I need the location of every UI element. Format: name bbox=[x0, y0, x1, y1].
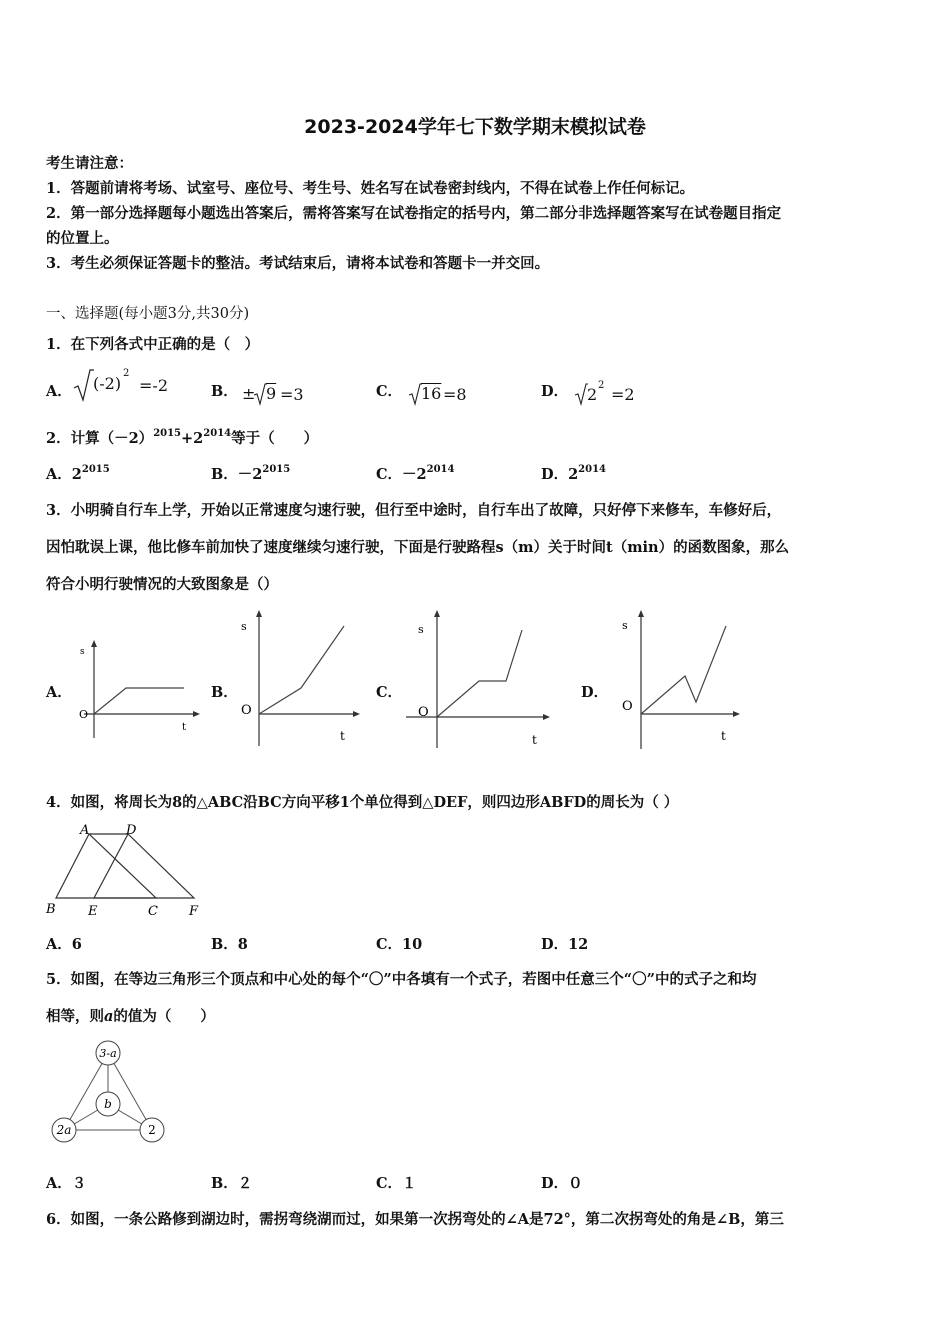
q6-stem: 6．如图，一条公路修到湖边时，需拐弯绕湖而过，如果第一次拐弯处的∠A是72°，第二次拐弯处的角是∠B，第三 bbox=[46, 1211, 784, 1228]
q5-node-top-label: 3-a bbox=[99, 1047, 117, 1060]
q3-a-axis-s: s bbox=[80, 647, 85, 657]
q3-b-axis-t: t bbox=[340, 729, 345, 743]
q2-option-c-base: －2 bbox=[402, 466, 427, 483]
notice-item-1: 1．答题前请将考场、试室号、座位号、考生号、姓名写在试卷密封线内，不得在试卷上作任何标记。 bbox=[46, 180, 695, 197]
q4-triangle-abc bbox=[56, 834, 156, 898]
q1-d-radical-icon bbox=[574, 382, 588, 406]
page-title: 2023-2024学年七下数学期末模拟试卷 bbox=[304, 116, 646, 138]
q1-label-a: A． bbox=[46, 383, 72, 400]
q2-option-a bbox=[46, 463, 110, 484]
q3-label-d: D． bbox=[581, 684, 609, 701]
q3-a-axis-t: t bbox=[182, 722, 187, 733]
q4-point-c: C bbox=[148, 904, 158, 919]
q5-node-left-label: 2a bbox=[56, 1123, 72, 1137]
q5-node-right-label: 2 bbox=[148, 1123, 156, 1137]
q3-b-axis-s: s bbox=[241, 620, 247, 633]
q5-stem-part-b: 的值为（ ） bbox=[113, 1008, 215, 1025]
q4-stem: 4．如图，将周长为8的△ABC沿BC方向平移1个单位得到△DEF，则四边形ABFD的周长为（ ） bbox=[46, 794, 679, 811]
q1-b-radical-icon bbox=[253, 382, 267, 406]
q2-option-d-exp: 2014 bbox=[578, 464, 607, 475]
q4-point-e: E bbox=[88, 904, 98, 919]
q3-stem-line-3: 符合小明行驶情况的大致图象是（） bbox=[46, 576, 278, 593]
q2-option-d bbox=[541, 463, 606, 484]
q4-option-c: C．10 bbox=[376, 936, 423, 953]
q1-a-radical-icon bbox=[72, 368, 94, 404]
q2-option-b-label: B． bbox=[211, 466, 238, 483]
q5-node-center-label: b bbox=[104, 1097, 112, 1111]
q3-label-b: B． bbox=[211, 684, 238, 701]
q3-graph-c bbox=[406, 606, 556, 752]
q3-d-origin: O bbox=[622, 699, 633, 714]
q4-point-d: D bbox=[126, 823, 137, 838]
q2-stem-part-b: +2 bbox=[181, 430, 204, 447]
q1-a-inner: (-2) bbox=[93, 374, 122, 393]
q2-stem bbox=[46, 427, 318, 448]
q1-stem: 1．在下列各式中正确的是（ ） bbox=[46, 336, 260, 353]
q2-option-c-exp: 2014 bbox=[426, 464, 455, 475]
q5-var-a: a bbox=[104, 1008, 114, 1025]
q3-c-axis-s: s bbox=[418, 623, 424, 636]
q5-stem-line-2 bbox=[46, 1005, 215, 1026]
q1-label-c: C． bbox=[376, 383, 403, 400]
q1-d-exp: 2 bbox=[598, 380, 605, 391]
q1-c-radical-icon bbox=[408, 382, 422, 406]
q3-stem-line-2: 因怕耽误上课，他比修车前加快了速度继续匀速行驶，下面是行驶路程s（m）关于时间t（min）的函数图象，那么 bbox=[46, 539, 790, 556]
q1-d-rhs: =2 bbox=[611, 385, 635, 404]
q3-label-c: C． bbox=[376, 684, 403, 701]
q2-option-d-base: 2 bbox=[568, 466, 579, 483]
q5-stem-line-1: 5．如图，在等边三角形三个顶点和中心处的每个“〇”中各填有一个式子，若图中任意三个“〇”中的式子之和均 bbox=[46, 971, 757, 988]
q1-c-rhs: =8 bbox=[443, 385, 467, 404]
q2-exp1: 2015 bbox=[153, 428, 182, 439]
q1-b-rhs: =3 bbox=[280, 385, 304, 404]
q3-c-axis-t: t bbox=[532, 733, 537, 747]
q2-option-b bbox=[211, 463, 290, 484]
q2-option-a-base: 2 bbox=[71, 466, 82, 483]
q5-option-a: A．３ bbox=[46, 1175, 87, 1192]
q3-c-origin: O bbox=[418, 705, 429, 720]
q1-b-pm: ± bbox=[242, 384, 256, 403]
section-heading: 一、选择题(每小题3分,共30分) bbox=[46, 306, 250, 322]
q4-point-a: A bbox=[80, 823, 90, 838]
notice-heading: 考生请注意： bbox=[46, 155, 133, 172]
q4-option-b: B．8 bbox=[211, 936, 248, 953]
q1-label-d: D． bbox=[541, 383, 569, 400]
q1-a-exp: 2 bbox=[123, 368, 130, 379]
q4-figure bbox=[44, 820, 214, 920]
q2-exp2: 2014 bbox=[203, 428, 232, 439]
q5-stem-part-a: 相等，则 bbox=[46, 1008, 104, 1025]
q4-option-d: D．12 bbox=[541, 936, 589, 953]
q1-a-rhs: =-2 bbox=[139, 376, 168, 395]
q3-d-axis-t: t bbox=[721, 729, 726, 743]
q4-option-a: A．6 bbox=[46, 936, 82, 953]
q2-stem-part-c: 等于（ ） bbox=[231, 430, 319, 447]
q3-d-axis-s: s bbox=[622, 619, 628, 632]
q3-graph-b bbox=[236, 606, 366, 752]
q3-b-origin: O bbox=[241, 703, 252, 718]
q4-point-f: F bbox=[189, 904, 199, 919]
q1-label-b: B． bbox=[211, 383, 238, 400]
q3-graph-d bbox=[616, 606, 746, 752]
q1-b-rad: 9 bbox=[266, 384, 277, 403]
notice-item-2-cont: 的位置上。 bbox=[46, 230, 119, 247]
q4-triangle-def bbox=[94, 834, 194, 898]
q3-stem-line-1: 3．小明骑自行车上学，开始以正常速度匀速行驶，但行至中途时，自行车出了故障，只好停下来修车，车修好后， bbox=[46, 502, 782, 519]
notice-item-2: 2．第一部分选择题每小题选出答案后，需将答案写在试卷指定的括号内，第二部分非选择题答案写在试卷题目指定 bbox=[46, 205, 782, 222]
q3-label-a: A． bbox=[46, 684, 72, 701]
q2-option-d-label: D． bbox=[541, 466, 569, 483]
q2-option-b-base: －2 bbox=[237, 466, 263, 483]
q2-option-b-exp: 2015 bbox=[262, 464, 291, 475]
q2-option-c bbox=[376, 463, 454, 484]
q4-point-b: B bbox=[46, 902, 56, 917]
q1-c-rad: 16 bbox=[421, 384, 442, 403]
q3-graph-a bbox=[74, 636, 204, 742]
q5-option-d: D．０ bbox=[541, 1175, 583, 1192]
notice-item-3: 3．考生必须保证答题卡的整洁。考试结束后，请将本试卷和答题卡一并交回。 bbox=[46, 255, 550, 272]
q2-option-a-exp: 2015 bbox=[81, 464, 110, 475]
q5-figure bbox=[44, 1040, 172, 1148]
q5-option-b: B．２ bbox=[211, 1175, 253, 1192]
q2-option-c-label: C． bbox=[376, 466, 403, 483]
q5-option-c: C．１ bbox=[376, 1175, 417, 1192]
q1-d-base: 2 bbox=[587, 385, 598, 404]
q3-a-origin: O bbox=[79, 708, 89, 721]
q2-option-a-label: A． bbox=[46, 466, 72, 483]
q2-stem-part-a: 2．计算（－2） bbox=[46, 430, 154, 447]
